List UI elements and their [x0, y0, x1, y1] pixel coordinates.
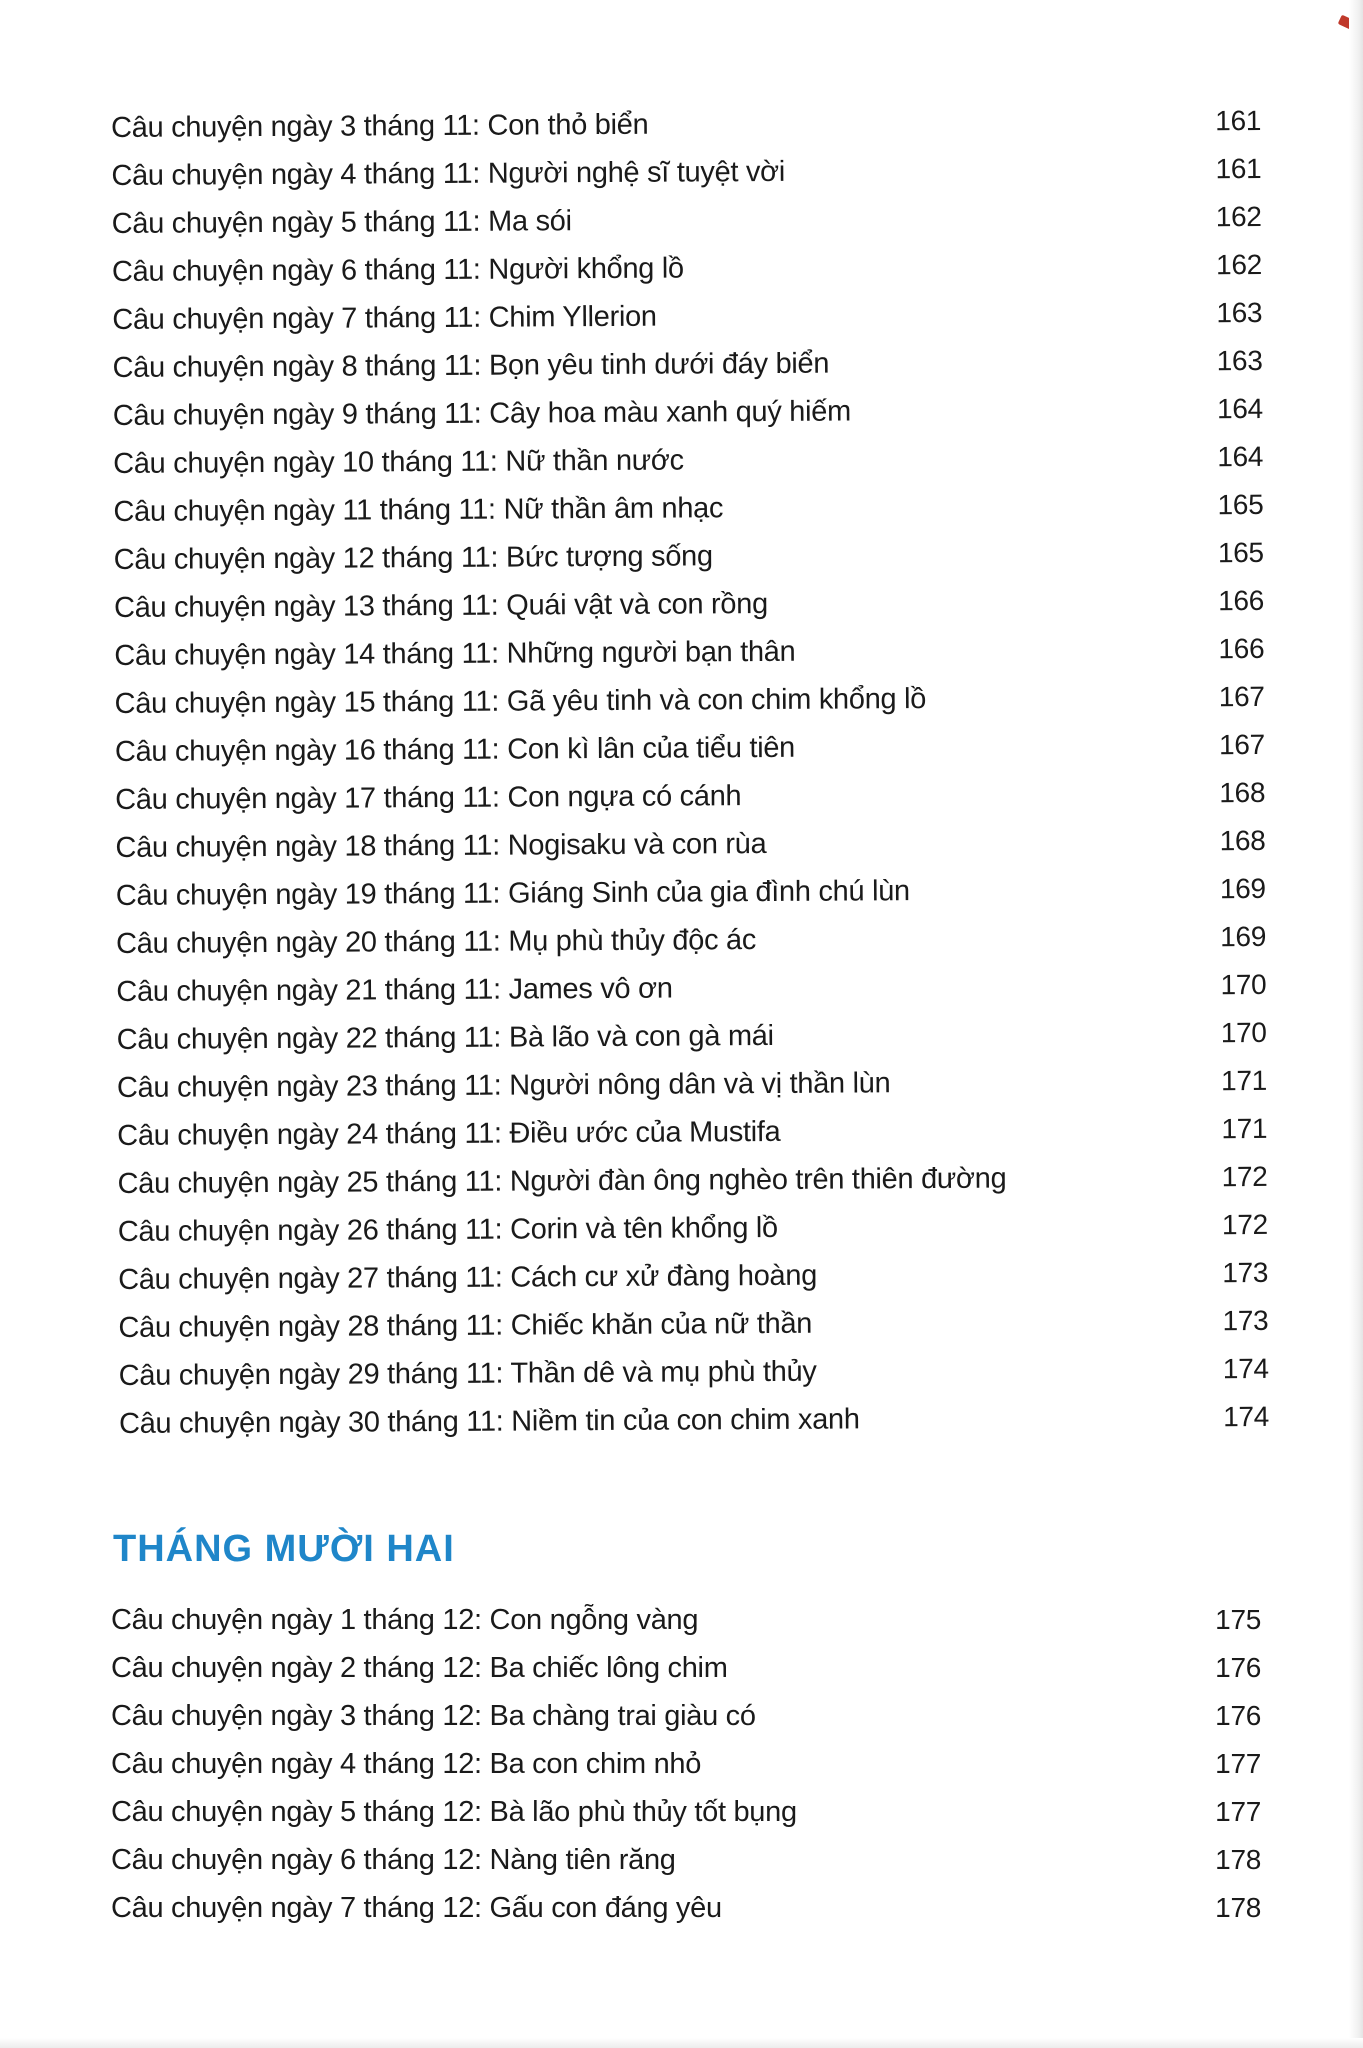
toc-entry-title: Câu chuyện ngày 11 tháng 11: Nữ thần âm nhạc — [113, 492, 724, 528]
toc-entry-page-number: 161 — [1215, 152, 1262, 185]
toc-entry-page-number: 177 — [1215, 1796, 1261, 1827]
toc-entry-page-number: 170 — [1220, 1016, 1267, 1049]
december-heading: THÁNG MƯỜI HAI — [113, 1528, 455, 1570]
toc-entry-page-number: 171 — [1221, 1112, 1268, 1145]
toc-entry-title: Câu chuyện ngày 22 tháng 11: Bà lão và con gà mái — [116, 1019, 774, 1056]
toc-entry-page-number: 168 — [1219, 824, 1266, 857]
toc-entry-page-number: 163 — [1216, 296, 1263, 329]
toc-entry-title: Câu chuyện ngày 16 tháng 11: Con kì lân của tiểu tiên — [114, 731, 796, 768]
toc-entry — [116, 921, 1266, 976]
toc-entry — [114, 537, 1264, 592]
toc-entry — [111, 1700, 1261, 1748]
toc-entry-title: Câu chuyện ngày 23 tháng 11: Người nông dân và vị thần lùn — [116, 1067, 891, 1104]
toc-entry — [115, 777, 1265, 832]
toc-entry-title: Câu chuyện ngày 27 tháng 11: Cách cư xử đàng hoàng — [118, 1259, 818, 1296]
toc-entry-page-number: 176 — [1215, 1700, 1261, 1731]
toc-entry-title: Câu chuyện ngày 29 tháng 11: Thần dê và mụ phù thủy — [118, 1355, 817, 1392]
toc-entry-page-number: 163 — [1216, 344, 1263, 377]
toc-entry — [117, 1161, 1267, 1216]
toc-entry-title: Câu chuyện ngày 7 tháng 11: Chim Yllerion — [112, 300, 657, 336]
toc-entry — [111, 1844, 1261, 1892]
toc-entry — [113, 441, 1263, 496]
toc-entry — [111, 1652, 1261, 1700]
toc-entry-page-number: 176 — [1215, 1652, 1261, 1683]
toc-entry-page-number: 169 — [1220, 920, 1267, 953]
toc-entry-page-number: 165 — [1217, 488, 1264, 521]
toc-entry-page-number: 172 — [1221, 1160, 1268, 1193]
toc-entry-title: Câu chuyện ngày 10 tháng 11: Nữ thần nước — [113, 444, 684, 480]
toc-entry — [116, 873, 1266, 928]
toc-entry — [114, 585, 1264, 640]
toc-entry — [111, 1748, 1261, 1796]
toc-entry-title: Câu chuyện ngày 12 tháng 11: Bức tượng sống — [113, 540, 713, 576]
november-toc-list — [111, 105, 1269, 1456]
toc-entry — [111, 1796, 1261, 1844]
toc-entry — [111, 153, 1261, 208]
toc-entry-title: Câu chuyện ngày 6 tháng 11: Người khổng lồ — [111, 252, 684, 288]
toc-entry — [113, 393, 1263, 448]
toc-entry-title: Câu chuyện ngày 21 tháng 11: James vô ơn — [116, 972, 673, 1008]
toc-entry-page-number: 178 — [1215, 1844, 1261, 1875]
toc-entry-title: Câu chuyện ngày 3 tháng 12: Ba chàng trai giàu có — [111, 1700, 756, 1732]
toc-entry — [113, 489, 1263, 544]
toc-entry — [117, 1065, 1267, 1120]
toc-entry-page-number: 165 — [1217, 536, 1264, 569]
toc-entry-title: Câu chuyện ngày 18 tháng 11: Nogisaku và con rùa — [115, 828, 767, 864]
toc-entry-title: Câu chuyện ngày 6 tháng 12: Nàng tiên răng — [111, 1844, 676, 1876]
toc-entry — [111, 1604, 1261, 1652]
page-edge-shadow — [1349, 0, 1363, 2048]
toc-entry-title: Câu chuyện ngày 4 tháng 12: Ba con chim nhỏ — [111, 1748, 702, 1780]
toc-entry-title: Câu chuyện ngày 20 tháng 11: Mụ phù thủy độc ác — [115, 924, 757, 960]
toc-entry — [115, 681, 1265, 736]
toc-entry-page-number: 173 — [1222, 1256, 1269, 1289]
toc-entry — [111, 1892, 1261, 1940]
toc-entry — [112, 345, 1262, 400]
toc-entry — [119, 1401, 1269, 1456]
toc-entry-page-number: 171 — [1221, 1064, 1268, 1097]
toc-entry-page-number: 172 — [1221, 1208, 1268, 1241]
toc-entry-page-number: 164 — [1217, 440, 1264, 473]
toc-entry-title: Câu chuyện ngày 7 tháng 12: Gấu con đáng yêu — [111, 1892, 722, 1924]
page-bottom-edge — [0, 2038, 1363, 2048]
toc-entry-title: Câu chuyện ngày 15 tháng 11: Gã yêu tinh và con chim khổng lồ — [114, 683, 927, 720]
toc-entry — [114, 633, 1264, 688]
toc-entry-title: Câu chuyện ngày 3 tháng 11: Con thỏ biển — [111, 108, 649, 144]
toc-entry-title: Câu chuyện ngày 8 tháng 11: Bọn yêu tinh dưới đáy biển — [112, 347, 830, 384]
toc-entry — [118, 1305, 1268, 1360]
toc-entry-page-number: 175 — [1215, 1604, 1261, 1635]
toc-entry-title: Câu chuyện ngày 2 tháng 12: Ba chiếc lông chim — [111, 1652, 728, 1684]
toc-entry-page-number: 168 — [1219, 776, 1266, 809]
toc-entry-title: Câu chuyện ngày 28 tháng 11: Chiếc khăn của nữ thần — [118, 1307, 813, 1344]
toc-entry-title: Câu chuyện ngày 5 tháng 12: Bà lão phù thủy tốt bụng — [111, 1796, 797, 1828]
toc-entry-page-number: 174 — [1222, 1352, 1269, 1385]
toc-entry-page-number: 166 — [1218, 632, 1265, 665]
toc-entry — [117, 1017, 1267, 1072]
toc-entry-page-number: 167 — [1218, 680, 1265, 713]
toc-entry-title: Câu chuyện ngày 17 tháng 11: Con ngựa có cánh — [115, 780, 742, 816]
toc-entry — [118, 1209, 1268, 1264]
toc-entry-title: Câu chuyện ngày 24 tháng 11: Điều ước của Mustifa — [117, 1115, 781, 1152]
toc-entry-title: Câu chuyện ngày 30 tháng 11: Niềm tin của con chim xanh — [118, 1403, 860, 1440]
toc-entry-title: Câu chuyện ngày 5 tháng 11: Ma sói — [111, 205, 572, 240]
toc-entry-title: Câu chuyện ngày 26 tháng 11: Corin và tên khổng lồ — [117, 1211, 778, 1248]
toc-entry-page-number: 173 — [1222, 1304, 1269, 1337]
toc-entry-title: Câu chuyện ngày 4 tháng 11: Người nghệ sĩ tuyệt vời — [111, 155, 786, 192]
toc-entry-page-number: 174 — [1223, 1400, 1270, 1433]
toc-entry-page-number: 178 — [1215, 1892, 1261, 1923]
toc-entry — [111, 105, 1261, 160]
toc-entry-title: Câu chuyện ngày 13 tháng 11: Quái vật và con rồng — [113, 587, 768, 624]
toc-entry-title: Câu chuyện ngày 25 tháng 11: Người đàn ông nghèo trên thiên đường — [117, 1162, 1007, 1200]
toc-entry — [117, 1113, 1267, 1168]
toc-entry — [115, 729, 1265, 784]
toc-entry-title: Câu chuyện ngày 1 tháng 12: Con ngỗng vàng — [111, 1604, 699, 1636]
toc-entry-title: Câu chuyện ngày 14 tháng 11: Những người bạn thân — [114, 635, 796, 672]
toc-entry — [116, 969, 1266, 1024]
toc-entry — [118, 1257, 1268, 1312]
toc-entry — [112, 297, 1262, 352]
toc-entry-page-number: 161 — [1215, 104, 1262, 137]
toc-entry-page-number: 164 — [1216, 392, 1263, 425]
toc-entry-page-number: 166 — [1218, 584, 1265, 617]
toc-entry-page-number: 170 — [1220, 968, 1267, 1001]
toc-entry — [115, 825, 1265, 880]
toc-entry-title: Câu chuyện ngày 19 tháng 11: Giáng Sinh của gia đình chú lùn — [115, 875, 910, 912]
toc-entry-page-number: 177 — [1215, 1748, 1261, 1779]
toc-entry — [112, 201, 1262, 256]
toc-entry-page-number: 169 — [1219, 872, 1266, 905]
toc-entry — [119, 1353, 1269, 1408]
toc-entry-page-number: 162 — [1216, 248, 1263, 281]
toc-entry-page-number: 162 — [1215, 200, 1262, 233]
toc-entry-page-number: 167 — [1218, 728, 1265, 761]
toc-entry-title: Câu chuyện ngày 9 tháng 11: Cây hoa màu xanh quý hiếm — [112, 395, 852, 432]
december-toc-list — [111, 1604, 1261, 1940]
toc-entry — [112, 249, 1262, 304]
